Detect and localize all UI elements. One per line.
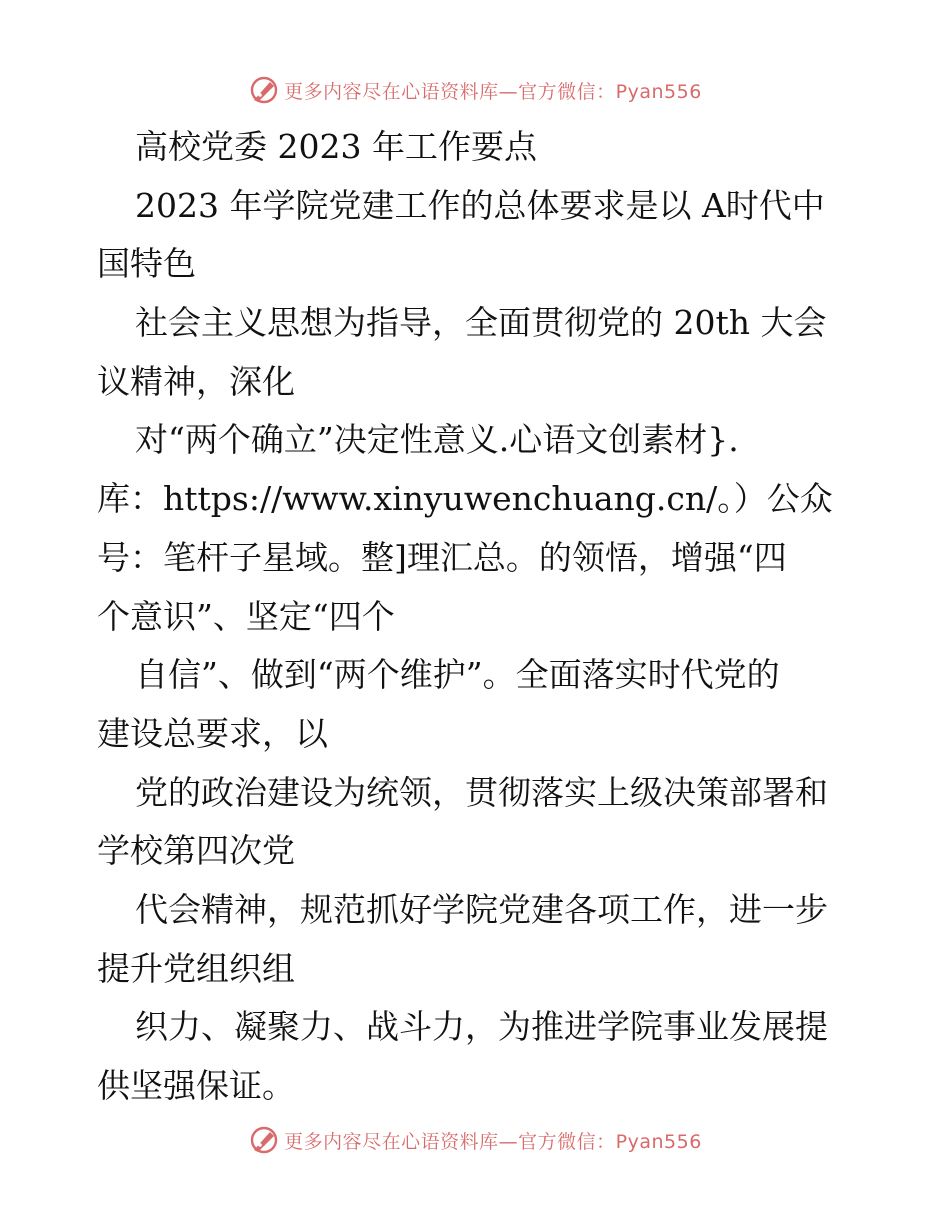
paragraph-line: 对“两个确立”决定性意义.心语文创素材}. [135,420,739,460]
footer-watermark-text: 更多内容尽在心语资料库—官方微信：Pyan556 [284,1130,702,1153]
paragraph-line: 代会精神，规范抓好学院党建各项工作，进一步 [135,889,828,929]
paragraph-line: 提升党组织组 [97,948,295,988]
paragraph-line: 织力、凝聚力、战斗力，为推进学院事业发展提 [135,1007,828,1047]
header-watermark-text: 更多内容尽在心语资料库—官方微信：Pyan556 [284,80,702,103]
paragraph-line: 个意识”、坚定“四个 [97,596,395,636]
paragraph-line: 国特色 [97,244,196,284]
paragraph-line: 供坚强保证。 [97,1066,295,1105]
pen-nib-logo-icon [248,1124,280,1156]
pen-nib-logo-icon [248,74,280,106]
paragraph-line: 社会主义思想为指导，全面贯彻党的 20th 大会 [135,303,827,343]
paragraph-line: 2023 年学院党建工作的总体要求是以 A时代中 [135,185,825,225]
paragraph-line: 党的政治建设为统领，贯彻落实上级决策部署和 [135,772,828,812]
paragraph-line: 号：笔杆子星域。整]理汇总。的领悟，增强“四 [97,537,787,577]
paragraph-line: 库：https://www.xinyuwenchuang.cn/。）公众 [97,479,833,519]
header-watermark-banner [0,70,950,110]
paragraph-line: 议精神，深化 [97,361,295,401]
footer-watermark-banner [0,1120,950,1160]
paragraph-line: 学校第四次党 [97,831,295,871]
paragraph-line: 自信”、做到“两个维护”。全面落实时代党的 [135,655,780,695]
paragraph-line: 建设总要求，以 [97,713,328,753]
doc-title: 高校党委 2023 年工作要点 [135,127,537,166]
document-body [97,118,857,1116]
